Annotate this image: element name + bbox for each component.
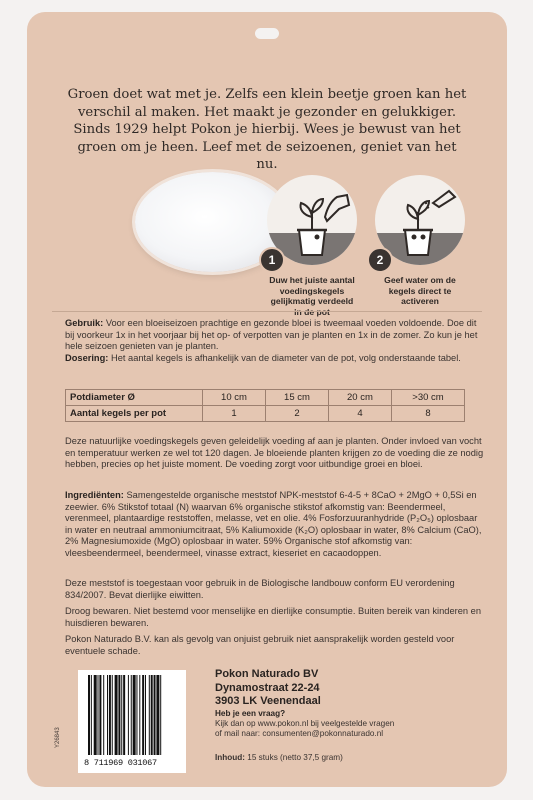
dosering-label: Dosering:: [65, 352, 109, 363]
table-row: [66, 406, 465, 422]
ingredienten-text: Samengestelde organische meststof NPK-meststof 6-4-5 + 8CaO + 2MgO + 0,5Si en zeewier. 6% Stikstof totaal (N) waarvan 6% organische stikstof afkomstig van: Beendermeel, verenmeel, plantaardige reststoffen, melasse, vet en olie. 4% Fosforzuuranhydride (P₂O₅) oplosbaar in water en neutraal ammoniumcitraat, 5% Kaliumoxide (K₂O) oplosbaar in water, 8% Calcium (CaO), 2% Magnesiumoxide (MgO) oplosbaar in water. 59% Organische stof afkomstig van: vleesbeendermeel, beendermeel, vinasse extract, kieseriet en cacaodoppen.: [65, 490, 482, 558]
inhoud-text: 15 stuks (netto 37,5 gram): [245, 753, 343, 762]
usage-section: [65, 318, 485, 364]
company-street: Dynamostraat 22-24: [215, 681, 320, 694]
table-cell: 8: [391, 406, 464, 422]
storage-paragraph: Droog bewaren. Niet bestemd voor menselijke en dierlijke consumptie. Buiten bereik van kinderen en huisdieren bewaren.: [65, 606, 481, 628]
question-line-2: of mail naar: consumenten@pokonnaturado.nl: [215, 729, 384, 738]
gebruik-text: Voor een bloeiseizoen prachtige en gezonde bloei is tweemaal voeden voldoende. Doe dit bij voorkeur 1x in het voorjaar bij het op- of verpotten van je planten en 1x in de zomer. Zo kun je het hele seizoen genieten van je planten.: [65, 318, 478, 352]
step-1-caption: Duw het juiste aantal voedingskegels gelijkmatig verdeeld: [269, 275, 355, 306]
question-line-1: Kijk dan op www.pokon.nl bij veelgestelde vragen: [215, 719, 395, 728]
barcode-bars: [88, 675, 176, 755]
dosering-text: Het aantal kegels is afhankelijk van de diameter van de pot, volg onderstaande tabel.: [108, 352, 461, 363]
table-cell: 1: [203, 406, 266, 422]
table-cell: 15 cm: [265, 390, 328, 406]
biologisch-paragraph: Deze meststof is toegestaan voor gebruik in de Biologische landbouw conform EU verordening 834/2007. Bevat dierlijke eiwitten.: [65, 578, 455, 600]
gebruik-label: Gebruik:: [65, 318, 104, 328]
step-2-number: 2: [367, 247, 393, 273]
table-row-label: Aantal kegels per pot: [66, 406, 203, 422]
contents-info: [215, 753, 343, 762]
table-cell: 2: [265, 406, 328, 422]
step-2-caption: Geef water om de kegels direct te activeren: [384, 275, 456, 306]
question-title: Heb je een vraag?: [215, 709, 286, 718]
table-cell: 10 cm: [203, 390, 266, 406]
dosage-table: [65, 389, 465, 422]
table-cell: 4: [328, 406, 391, 422]
dosering-paragraph: [65, 353, 485, 365]
barcode: [78, 670, 186, 773]
contact-info: [215, 709, 394, 739]
step-2: [375, 175, 465, 307]
company-name: Pokon Naturado BV: [215, 668, 319, 680]
inhoud-label: Inhoud:: [215, 753, 246, 762]
table-cell: 20 cm: [328, 390, 391, 406]
step-1: [267, 175, 357, 317]
company-city: 3903 LK Veenendaal: [215, 695, 321, 707]
table-cell: >30 cm: [391, 390, 464, 406]
table-row-label: Potdiameter Ø: [66, 390, 203, 406]
disclaimer-paragraph: Pokon Naturado B.V. kan als gevolg van onjuist gebruik niet aansprakelijk worden gesteld voor eventuele schade.: [65, 634, 455, 656]
company-address: [215, 668, 321, 709]
hang-hole: [255, 28, 279, 39]
barcode-digits: 8 711969 031067: [84, 758, 157, 768]
table-row: [66, 390, 465, 406]
divider: [52, 311, 482, 312]
side-code: Y26843: [55, 727, 61, 748]
gebruik-paragraph: [65, 318, 485, 353]
ingredients-section: [65, 490, 485, 560]
step-1-number: 1: [259, 247, 285, 273]
description-paragraph: Deze natuurlijke voedingskegels geven geleidelijk voeding af aan je planten. Onder invloed van vocht en temperatuur werken ze wel tot 120 dagen. Je bloeiende planten krijgen zo de voeding die ze nodig hebben, precies op het juiste moment. De voeding zorgt voor uitbundige groei en bloei.: [65, 436, 484, 470]
ingredienten-label: Ingrediënten:: [65, 490, 124, 500]
brand-slogan: Groen doet wat met je. Zelfs een klein beetje groen kan het verschil al maken. Het maakt je gezonder en gelukkiger. Sinds 1929 helpt Pokon je hierbij. Wees je bewust van het groen om je heen. Leef met de seizoenen, geniet van het nu.: [67, 87, 467, 172]
